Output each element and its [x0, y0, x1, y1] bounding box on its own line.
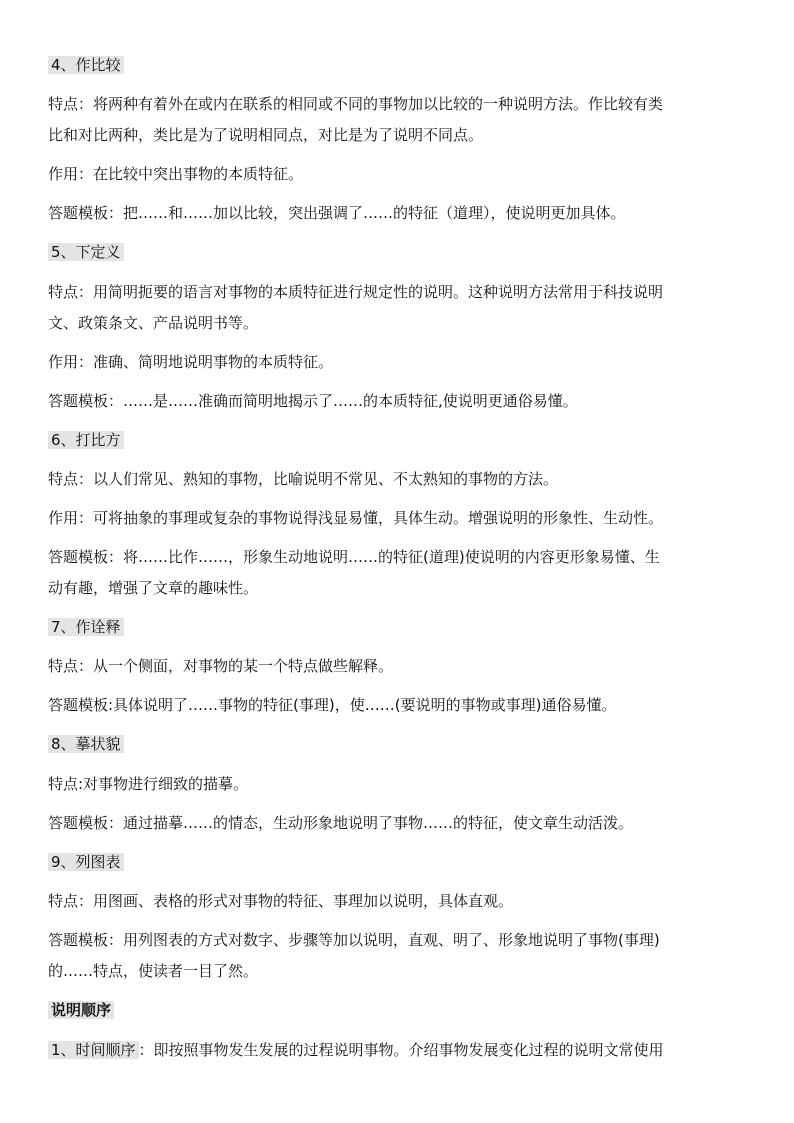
paragraph-line: 答题模板：……是……准确而简明地揭示了……的本质特征,使说明更通俗易懂。	[48, 392, 578, 410]
order-heading: 说明顺序	[48, 1000, 748, 1020]
paragraph-line: 答题模板：把……和……加以比较，突出强调了……的特征（道理），使说明更加具体。	[48, 204, 626, 222]
paragraph-line: 特点：以人们常见、熟知的事物，比喻说明不常见、不太熟知的事物的方法。	[48, 470, 559, 488]
order-item-text: ：即按照事物发生发展的过程说明事物。介绍事物发展变化过程的说明文常使用	[138, 1041, 664, 1059]
paragraph-line: 答题模板：将……比作……，形象生动地说明……的特征(道理)使说明的内容更形象易懂、生	[48, 548, 660, 566]
paragraph-line: 作用：在比较中突出事物的本质特征。	[48, 165, 304, 183]
paragraph-line: 的……特点，使读者一目了然。	[48, 962, 259, 980]
paragraph-line: 动有趣，增强了文章的趣味性。	[48, 579, 259, 597]
section-heading: 4、作比较	[48, 55, 748, 75]
paragraph-line: 特点：将两种有着外在或内在联系的相同或不同的事物加以比较的一种说明方法。作比较有类	[48, 95, 664, 113]
section-heading: 8、摹状貌	[48, 734, 748, 754]
paragraph-line: 比和对比两种，类比是为了说明相同点，对比是为了说明不同点。	[48, 126, 484, 144]
paragraph-line: 特点:对事物进行细致的描摹。	[48, 775, 249, 793]
section-heading: 6、打比方	[48, 430, 748, 450]
paragraph-line: 特点：从一个侧面，对事物的某一个特点做些解释。	[48, 657, 394, 675]
order-item-label: 1、时间顺序	[48, 1041, 139, 1059]
paragraph-line: 答题模板：用列图表的方式对数字、步骤等加以说明，直观、明了、形象地说明了事物(事理)	[48, 931, 660, 949]
section-heading: 5、下定义	[48, 242, 748, 262]
section-heading: 7、作诠释	[48, 617, 748, 637]
paragraph-line: 答题模板：通过描摹……的情态，生动形象地说明了事物……的特征，使文章生动活泼。	[48, 814, 634, 832]
paragraph-line: 特点：用图画、表格的形式对事物的特征、事理加以说明，具体直观。	[48, 892, 514, 910]
paragraph-line: 文、政策条文、产品说明书等。	[48, 314, 259, 332]
paragraph-line: 作用：可将抽象的事理或复杂的事物说得浅显易懂，具体生动。增强说明的形象性、生动性。	[48, 509, 664, 527]
order-item-line	[48, 1040, 748, 1060]
section-heading: 9、列图表	[48, 852, 748, 872]
paragraph-line: 特点：用简明扼要的语言对事物的本质特征进行规定性的说明。这种说明方法常用于科技说明	[48, 283, 664, 301]
paragraph-line: 答题模板:具体说明了……事物的特征(事理)，使……(要说明的事物或事理)通俗易懂。	[48, 696, 617, 714]
paragraph-line: 作用：准确、简明地说明事物的本质特征。	[48, 353, 334, 371]
